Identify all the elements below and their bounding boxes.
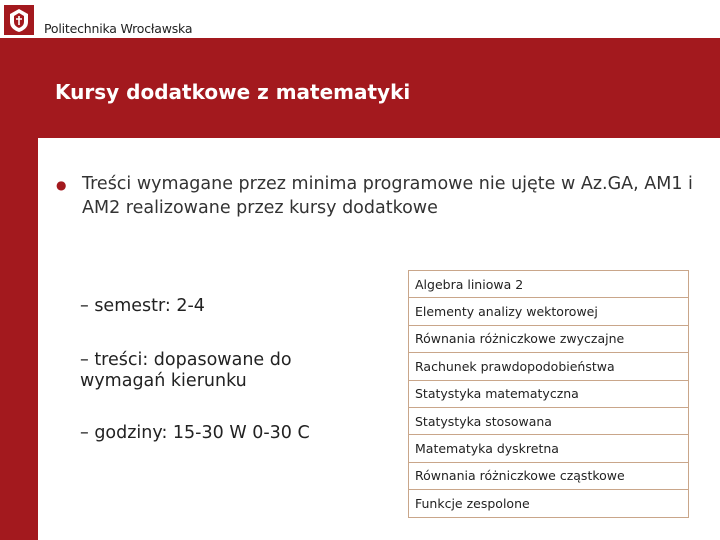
course-list-table (408, 270, 689, 518)
university-emblem-icon (4, 5, 34, 35)
detail-hours: – godziny: 15-30 W 0-30 C (80, 423, 310, 443)
left-accent-strip (0, 38, 38, 540)
bullet-dot-icon: ● (56, 178, 67, 192)
course-row (409, 490, 689, 517)
slide-title: Kursy dodatkowe z matematyki (55, 80, 411, 104)
course-cell: Rachunek prawdopodobieństwa (409, 353, 689, 380)
course-cell: Matematyka dyskretna (409, 435, 689, 462)
detail-semester: – semestr: 2-4 (80, 296, 205, 316)
course-row (409, 325, 689, 352)
title-banner (38, 38, 720, 138)
course-row (409, 435, 689, 462)
bullet-text: Treści wymagane przez minima programowe nie ujęte w Az.GA, AM1 i AM2 realizowane przez kursy dodatkowe (82, 174, 693, 218)
course-row (409, 298, 689, 325)
course-cell: Statystyka matematyczna (409, 380, 689, 407)
course-row (409, 462, 689, 489)
org-name: Politechnika Wrocławska (44, 21, 193, 36)
course-cell: Algebra liniowa 2 (409, 271, 689, 298)
course-cell: Statystyka stosowana (409, 407, 689, 434)
detail-content: – treści: dopasowane do wymagań kierunku (80, 350, 292, 391)
course-row (409, 407, 689, 434)
course-cell: Funkcje zespolone (409, 490, 689, 517)
course-cell: Równania różniczkowe zwyczajne (409, 325, 689, 352)
course-row (409, 353, 689, 380)
course-cell: Równania różniczkowe cząstkowe (409, 462, 689, 489)
course-cell: Elementy analizy wektorowej (409, 298, 689, 325)
course-row (409, 271, 689, 298)
course-row (409, 380, 689, 407)
header (0, 0, 720, 38)
